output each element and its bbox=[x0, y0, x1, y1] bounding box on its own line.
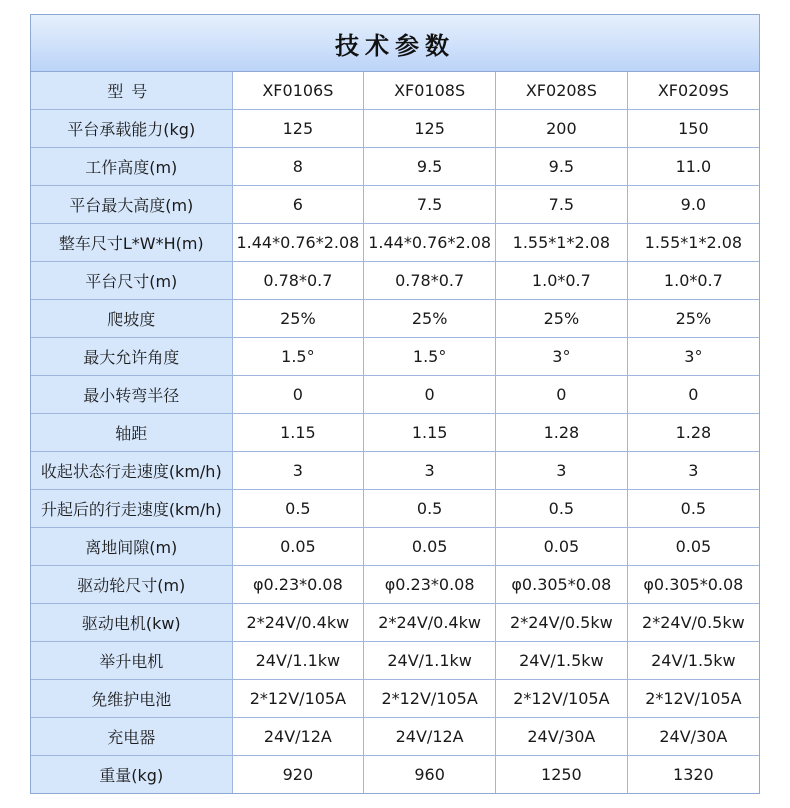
spec-table-body bbox=[31, 110, 759, 794]
value-cell: 2*12V/105A bbox=[627, 680, 759, 718]
value-cell: 0.5 bbox=[364, 490, 496, 528]
value-cell: 125 bbox=[364, 110, 496, 148]
value-cell: 1.5° bbox=[364, 338, 496, 376]
spec-table bbox=[31, 72, 759, 793]
row-label: 充电器 bbox=[31, 718, 232, 756]
row-label: 平台尺寸(m) bbox=[31, 262, 232, 300]
value-cell: 1.15 bbox=[232, 414, 364, 452]
value-cell: 25% bbox=[364, 300, 496, 338]
table-row bbox=[31, 148, 759, 186]
value-cell: 1250 bbox=[496, 756, 628, 794]
model-header-4: XF0209S bbox=[627, 72, 759, 110]
value-cell: 0.78*0.7 bbox=[364, 262, 496, 300]
value-cell: 1.0*0.7 bbox=[496, 262, 628, 300]
value-cell: 6 bbox=[232, 186, 364, 224]
value-cell: 25% bbox=[496, 300, 628, 338]
model-header-label: 型号 bbox=[31, 72, 232, 110]
value-cell: 24V/1.1kw bbox=[232, 642, 364, 680]
value-cell: φ0.305*0.08 bbox=[627, 566, 759, 604]
value-cell: 24V/1.5kw bbox=[496, 642, 628, 680]
row-label: 工作高度(m) bbox=[31, 148, 232, 186]
value-cell: 2*24V/0.5kw bbox=[496, 604, 628, 642]
row-label: 驱动轮尺寸(m) bbox=[31, 566, 232, 604]
value-cell: 8 bbox=[232, 148, 364, 186]
value-cell: 1.15 bbox=[364, 414, 496, 452]
table-row bbox=[31, 680, 759, 718]
value-cell: 1.55*1*2.08 bbox=[627, 224, 759, 262]
value-cell: 3 bbox=[232, 452, 364, 490]
table-row bbox=[31, 528, 759, 566]
table-row bbox=[31, 300, 759, 338]
value-cell: 9.0 bbox=[627, 186, 759, 224]
model-header-1: XF0106S bbox=[232, 72, 364, 110]
table-row bbox=[31, 490, 759, 528]
value-cell: 3° bbox=[496, 338, 628, 376]
value-cell: 960 bbox=[364, 756, 496, 794]
value-cell: 1320 bbox=[627, 756, 759, 794]
value-cell: 24V/30A bbox=[627, 718, 759, 756]
value-cell: 1.55*1*2.08 bbox=[496, 224, 628, 262]
model-header-3: XF0208S bbox=[496, 72, 628, 110]
value-cell: 0 bbox=[232, 376, 364, 414]
value-cell: 2*12V/105A bbox=[232, 680, 364, 718]
value-cell: 125 bbox=[232, 110, 364, 148]
table-row bbox=[31, 338, 759, 376]
value-cell: 0 bbox=[627, 376, 759, 414]
value-cell: 0.78*0.7 bbox=[232, 262, 364, 300]
value-cell: 200 bbox=[496, 110, 628, 148]
value-cell: φ0.23*0.08 bbox=[364, 566, 496, 604]
row-label: 重量(kg) bbox=[31, 756, 232, 794]
row-label: 升起后的行走速度(km/h) bbox=[31, 490, 232, 528]
value-cell: 2*12V/105A bbox=[496, 680, 628, 718]
value-cell: 0 bbox=[364, 376, 496, 414]
value-cell: φ0.23*0.08 bbox=[232, 566, 364, 604]
row-label: 免维护电池 bbox=[31, 680, 232, 718]
value-cell: 24V/1.5kw bbox=[627, 642, 759, 680]
table-row bbox=[31, 604, 759, 642]
row-label: 离地间隙(m) bbox=[31, 528, 232, 566]
value-cell: 920 bbox=[232, 756, 364, 794]
value-cell: 150 bbox=[627, 110, 759, 148]
table-row bbox=[31, 566, 759, 604]
value-cell: 2*12V/105A bbox=[364, 680, 496, 718]
table-row bbox=[31, 642, 759, 680]
table-row bbox=[31, 224, 759, 262]
value-cell: 0 bbox=[496, 376, 628, 414]
table-header-row bbox=[31, 72, 759, 110]
value-cell: 2*24V/0.4kw bbox=[232, 604, 364, 642]
value-cell: 1.44*0.76*2.08 bbox=[232, 224, 364, 262]
value-cell: 9.5 bbox=[364, 148, 496, 186]
value-cell: 3 bbox=[496, 452, 628, 490]
value-cell: 0.05 bbox=[496, 528, 628, 566]
page-title: 技术参数 bbox=[335, 31, 455, 60]
value-cell: 0.05 bbox=[627, 528, 759, 566]
row-label: 驱动电机(kw) bbox=[31, 604, 232, 642]
row-label: 整车尺寸L*W*H(m) bbox=[31, 224, 232, 262]
value-cell: 3 bbox=[364, 452, 496, 490]
value-cell: 0.5 bbox=[232, 490, 364, 528]
table-row bbox=[31, 452, 759, 490]
value-cell: 9.5 bbox=[496, 148, 628, 186]
value-cell: φ0.305*0.08 bbox=[496, 566, 628, 604]
value-cell: 0.5 bbox=[627, 490, 759, 528]
value-cell: 1.5° bbox=[232, 338, 364, 376]
table-row bbox=[31, 718, 759, 756]
value-cell: 11.0 bbox=[627, 148, 759, 186]
table-row bbox=[31, 110, 759, 148]
value-cell: 25% bbox=[627, 300, 759, 338]
row-label: 轴距 bbox=[31, 414, 232, 452]
value-cell: 24V/1.1kw bbox=[364, 642, 496, 680]
value-cell: 2*24V/0.4kw bbox=[364, 604, 496, 642]
row-label: 爬坡度 bbox=[31, 300, 232, 338]
value-cell: 1.0*0.7 bbox=[627, 262, 759, 300]
value-cell: 24V/12A bbox=[232, 718, 364, 756]
spec-sheet bbox=[30, 14, 760, 794]
table-row bbox=[31, 186, 759, 224]
value-cell: 1.44*0.76*2.08 bbox=[364, 224, 496, 262]
table-row bbox=[31, 262, 759, 300]
table-row bbox=[31, 756, 759, 794]
value-cell: 3° bbox=[627, 338, 759, 376]
value-cell: 7.5 bbox=[364, 186, 496, 224]
table-row bbox=[31, 376, 759, 414]
value-cell: 24V/12A bbox=[364, 718, 496, 756]
value-cell: 0.5 bbox=[496, 490, 628, 528]
row-label: 举升电机 bbox=[31, 642, 232, 680]
row-label: 收起状态行走速度(km/h) bbox=[31, 452, 232, 490]
value-cell: 1.28 bbox=[627, 414, 759, 452]
title-bar bbox=[31, 15, 759, 72]
value-cell: 7.5 bbox=[496, 186, 628, 224]
value-cell: 25% bbox=[232, 300, 364, 338]
row-label: 平台最大高度(m) bbox=[31, 186, 232, 224]
row-label: 最大允许角度 bbox=[31, 338, 232, 376]
value-cell: 0.05 bbox=[364, 528, 496, 566]
value-cell: 2*24V/0.5kw bbox=[627, 604, 759, 642]
model-header-2: XF0108S bbox=[364, 72, 496, 110]
value-cell: 1.28 bbox=[496, 414, 628, 452]
value-cell: 3 bbox=[627, 452, 759, 490]
value-cell: 24V/30A bbox=[496, 718, 628, 756]
row-label: 平台承载能力(kg) bbox=[31, 110, 232, 148]
row-label: 最小转弯半径 bbox=[31, 376, 232, 414]
value-cell: 0.05 bbox=[232, 528, 364, 566]
table-row bbox=[31, 414, 759, 452]
